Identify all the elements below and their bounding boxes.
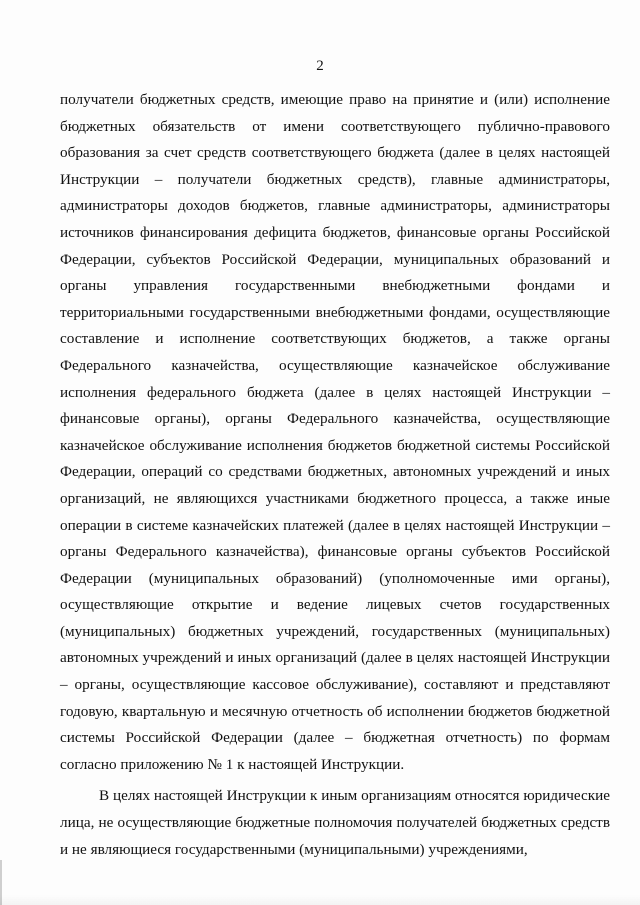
- document-body: [60, 87, 610, 863]
- paragraph-2: В целях настоящей Инструкции к иным организациям относятся юридические лица, не осуществляющие бюджетные полномочия получателей бюджетных средств и не являющиеся государственными (муниципальными) учреждениями,: [60, 787, 610, 858]
- page-number: 2: [316, 58, 324, 74]
- paragraph-1: получатели бюджетных средств, имеющие право на принятие и (или) исполнение бюджетных обязательств от имени соответствующего публично-правового образования за счет средств соответствующего бюджета (далее в целях настоящей Инструкции – получатели бюджетных средств), главные администраторы, администраторы доходов бюджетов, главные администраторы, администраторы источников финансирования дефицита бюджетов, финансовые органы Российской Федерации, субъектов Российской Федерации, муниципальных образований и органы управления государственными внебюджетными фондами и территориальными государственными внебюджетными фондами, осуществляющие составление и исполнение соответствующих бюджетов, а также органы Федерального казначейства, осуществляющие казначейское обслуживание исполнения федерального бюджета (далее в целях настоящей Инструкции – финансовые органы), органы Федерального казначейства, осуществляющие казначейское обслуживание исполнения бюджетов бюджетной системы Российской Федерации, операций со средствами бюджетных, автономных учреждений и иных организаций, не являющихся участниками бюджетного процесса, а также иные операции в системе казначейских платежей (далее в целях настоящей Инструкции – органы Федерального казначейства), финансовые органы субъектов Российской Федерации (муниципальных образований) (уполномоченные ими органы), осуществляющие открытие и ведение лицевых счетов государственных (муниципальных) бюджетных учреждений, государственных (муниципальных) автономных учреждений и иных организаций (далее в целях настоящей Инструкции – органы, осуществляющие кассовое обслуживание), составляют и представляют годовую, квартальную и месячную отчетность об исполнении бюджетов бюджетной системы Российской Федерации (далее – бюджетная отчетность) по формам согласно приложению № 1 к настоящей Инструкции.: [60, 91, 610, 773]
- scan-bottom-shade: [0, 895, 640, 905]
